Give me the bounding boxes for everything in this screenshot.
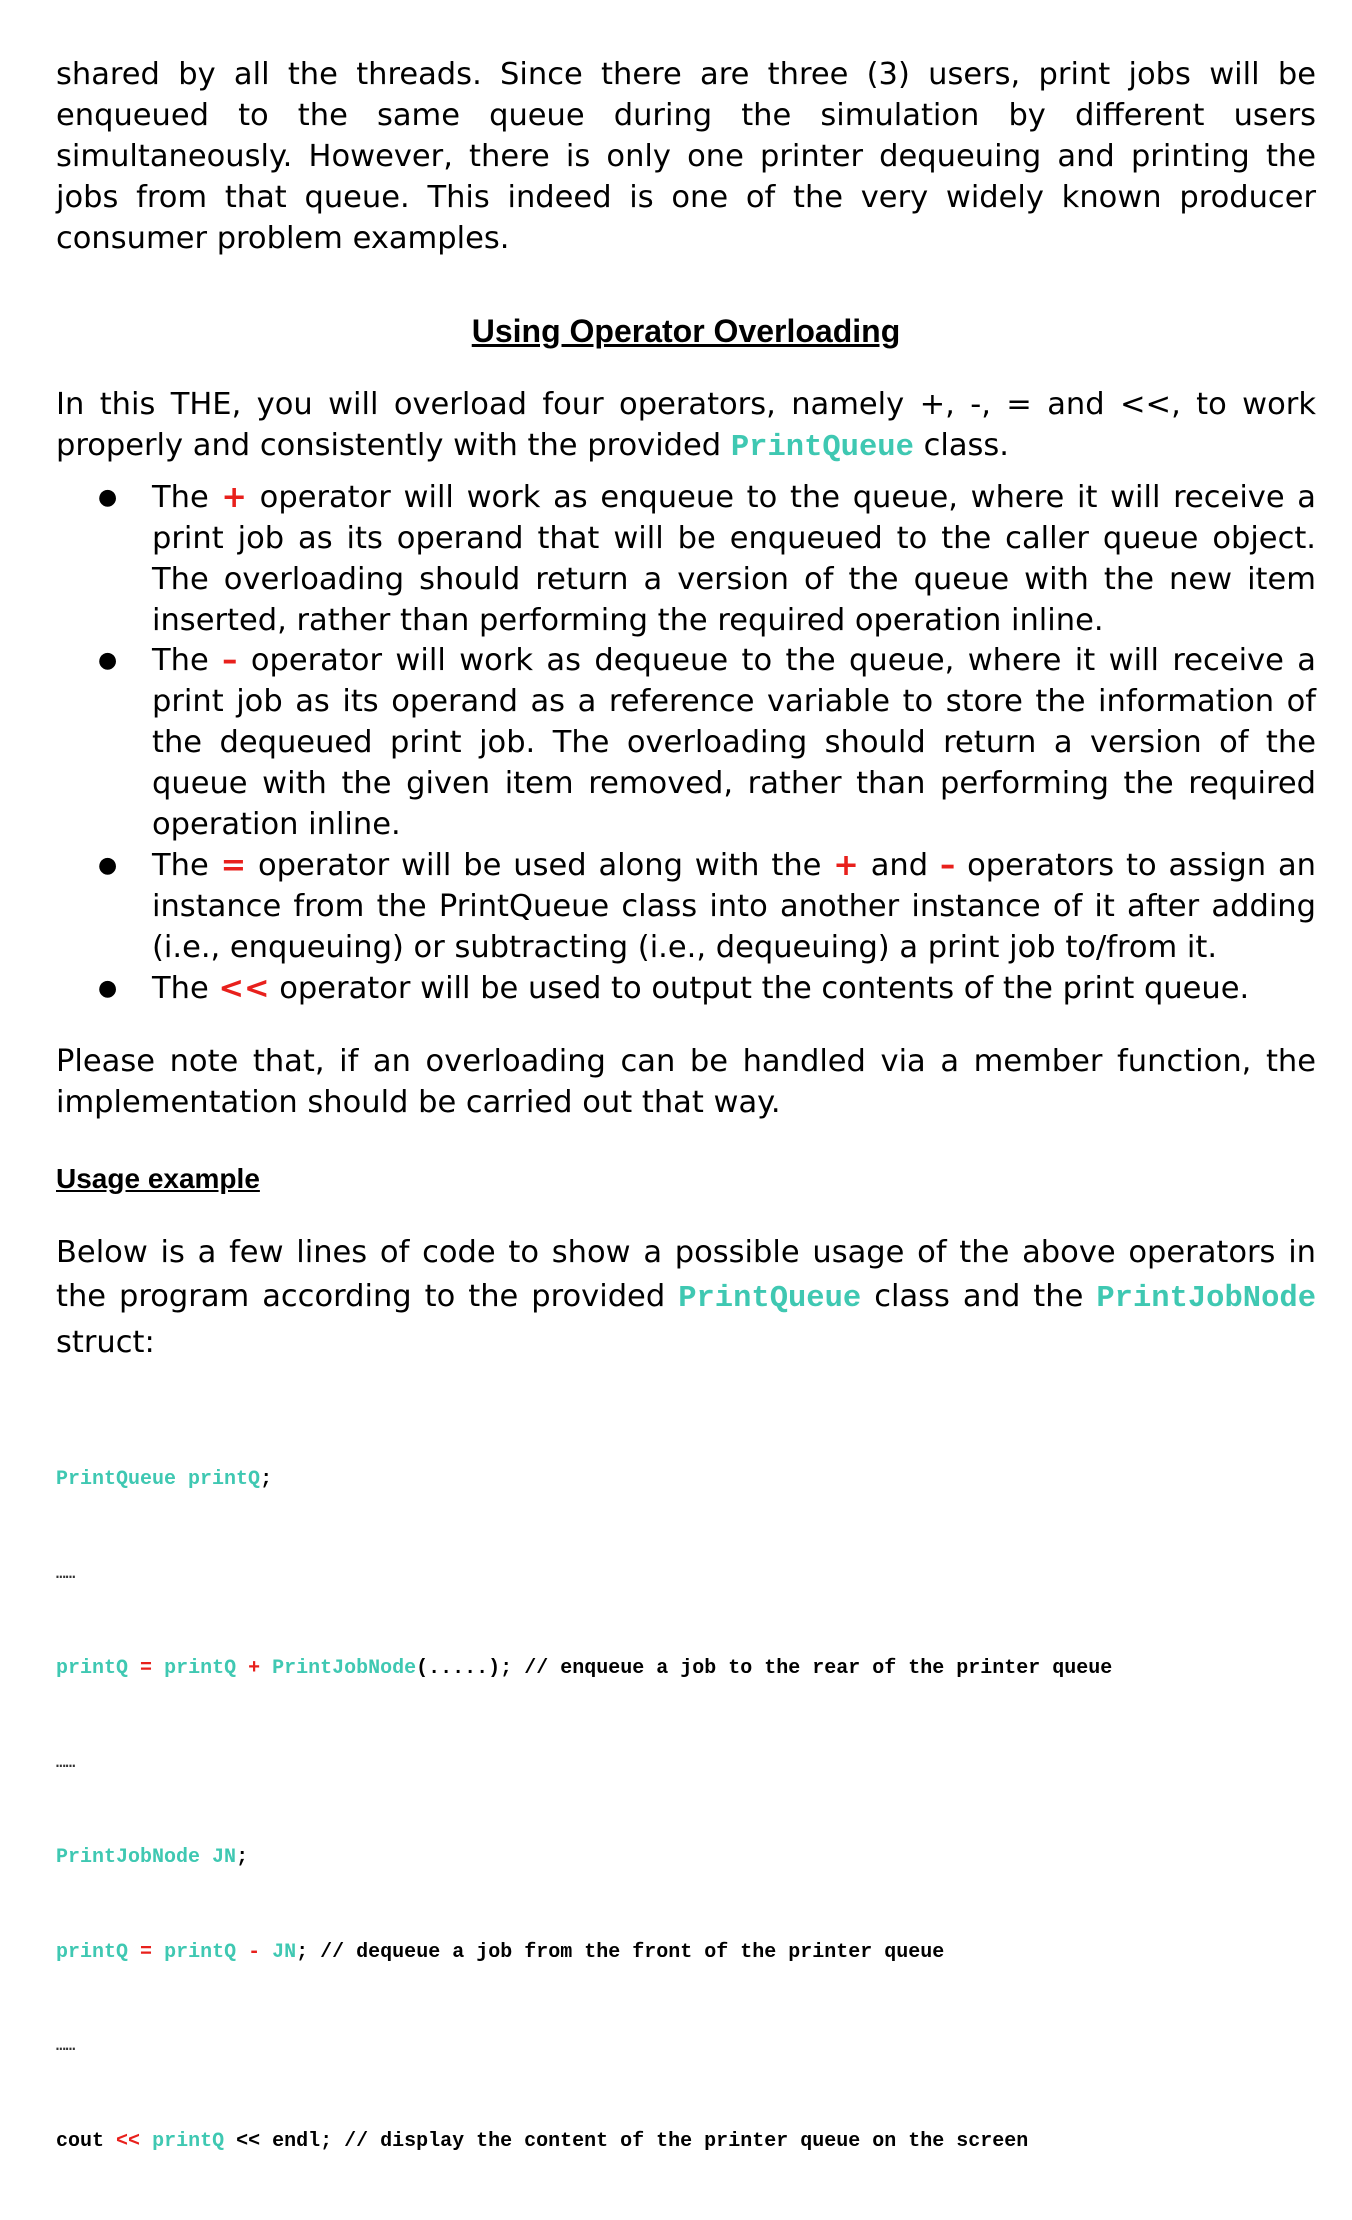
code-type: PrintJobNode [56, 1846, 201, 1869]
document-page [56, 54, 1316, 2220]
bullet-assign-operator [56, 845, 1316, 968]
code-ellipsis: …… [56, 1753, 76, 1772]
code-semicolon: ; [236, 1846, 249, 1869]
code-comment: // enqueue a job to the rear of the printer queue [524, 1657, 1113, 1680]
section-title: Using Operator Overloading [471, 313, 901, 349]
code-var: printQ [56, 1940, 129, 1964]
minus-operator-symbol: – [939, 848, 956, 883]
code-var: printQ [164, 1940, 237, 1964]
usage-lead [56, 1231, 1316, 1365]
usage-lead-text: Below is a few lines of code to show a possible usage of the above operators in the program according to the provided [56, 1235, 1316, 1314]
bullet-text: operator will work as enqueue to the queue, where it will receive a print job as its operand that will be enqueued to the caller queue object. The overloading should return a version of the queue with the new item inserted, rather than performing the required operation inline. [152, 480, 1316, 638]
bullet-and: and [870, 848, 929, 883]
code-args: (.....); [416, 1657, 513, 1680]
bullet-pre: The [152, 848, 209, 883]
bullet-dot-icon: ● [98, 648, 118, 673]
code-comment: // dequeue a job from the front of the printer queue [320, 1940, 945, 1964]
usage-lead-end: struct: [56, 1325, 155, 1360]
code-endl: << endl; [236, 2129, 333, 2153]
assign-operator-symbol: = [220, 848, 247, 883]
code-var: printQ [188, 1468, 261, 1491]
code-ellipsis: …… [56, 2037, 76, 2055]
code-minus-op: - [248, 1940, 261, 1964]
code-ellipsis: …… [56, 1564, 76, 1583]
bullet-stream-operator [56, 968, 1316, 1009]
code-assign-op: = [140, 1657, 153, 1680]
code-line-1 [56, 1464, 1316, 1496]
section-lead-text: In this THE, you will overload four operators, namely +, -, = and <<, to work properly and consistently with the provided [56, 387, 1316, 463]
bullet-text: operators to assign an instance from the PrintQueue class into another instance of it after adding (i.e., enqueuing) or subtracting (i.e., dequeuing) a print job to/from it. [152, 848, 1316, 965]
bullet-pre: The [152, 971, 209, 1006]
code-var: printQ [56, 1657, 129, 1680]
code-assign-op: = [140, 1940, 153, 1964]
plus-operator-symbol: + [221, 480, 247, 515]
bullet-text: operator will work as dequeue to the queue, where it will receive a print job as its operand as a reference variable to store the information of the dequeued print job. The overloading should return a version of the queue with the given item removed, rather than performing the required operation inline. [152, 643, 1316, 842]
bullet-dot-icon: ● [98, 485, 118, 510]
code-var: JN [272, 1940, 297, 1964]
code-type: PrintQueue [56, 1468, 177, 1491]
class-name-printqueue: PrintQueue [730, 431, 914, 465]
plus-operator-symbol: + [833, 848, 859, 883]
code-type: PrintJobNode [272, 1657, 417, 1680]
code-block [56, 1401, 1316, 2220]
code-cout: cout [56, 2129, 105, 2153]
class-name-printqueue: PrintQueue [678, 1282, 862, 1316]
code-var: printQ [152, 2129, 225, 2153]
bullet-minus-operator [56, 640, 1316, 845]
stream-operator-symbol: << [218, 971, 270, 1006]
code-var: JN [212, 1846, 237, 1869]
code-line-4 [56, 1937, 1316, 1969]
code-semicolon: ; [260, 1468, 273, 1491]
code-semicolon: ; [296, 1940, 309, 1964]
usage-lead-mid: class and the [874, 1279, 1084, 1314]
usage-heading: Usage example [56, 1163, 260, 1194]
code-stream-op: << [116, 2129, 141, 2153]
struct-name-printjobnode: PrintJobNode [1096, 1282, 1316, 1316]
bullet-plus-operator [56, 477, 1316, 641]
note-paragraph: Please note that, if an overloading can be handled via a member function, the implementation should be carried out that way. [56, 1044, 1316, 1120]
section-lead [56, 384, 1316, 469]
bullet-pre: The [152, 643, 209, 678]
code-var: printQ [164, 1657, 237, 1680]
bullet-pre: The [152, 480, 209, 515]
bullet-text: operator will be used to output the contents of the print queue. [279, 971, 1250, 1006]
section-lead-end: class. [923, 428, 1010, 463]
code-line-5 [56, 2126, 1316, 2158]
code-line-2 [56, 1653, 1316, 1685]
bullet-dot-icon: ● [98, 853, 118, 878]
operator-bullet-list [56, 477, 1316, 1009]
bullet-mid: operator will be used along with the [258, 848, 822, 883]
minus-operator-symbol: – [222, 643, 238, 678]
code-comment: // display the content of the printer queue on the screen [344, 2129, 1029, 2153]
code-line-3 [56, 1842, 1316, 1874]
bullet-dot-icon: ● [98, 976, 118, 1001]
intro-paragraph: shared by all the threads. Since there are three (3) users, print jobs will be enqueued to the same queue during the simulation by different users simultaneously. However, there is only one printer dequeuing and printing the jobs from that queue. This indeed is one of the very widely known producer consumer problem examples. [56, 57, 1316, 256]
code-plus-op: + [248, 1657, 261, 1680]
